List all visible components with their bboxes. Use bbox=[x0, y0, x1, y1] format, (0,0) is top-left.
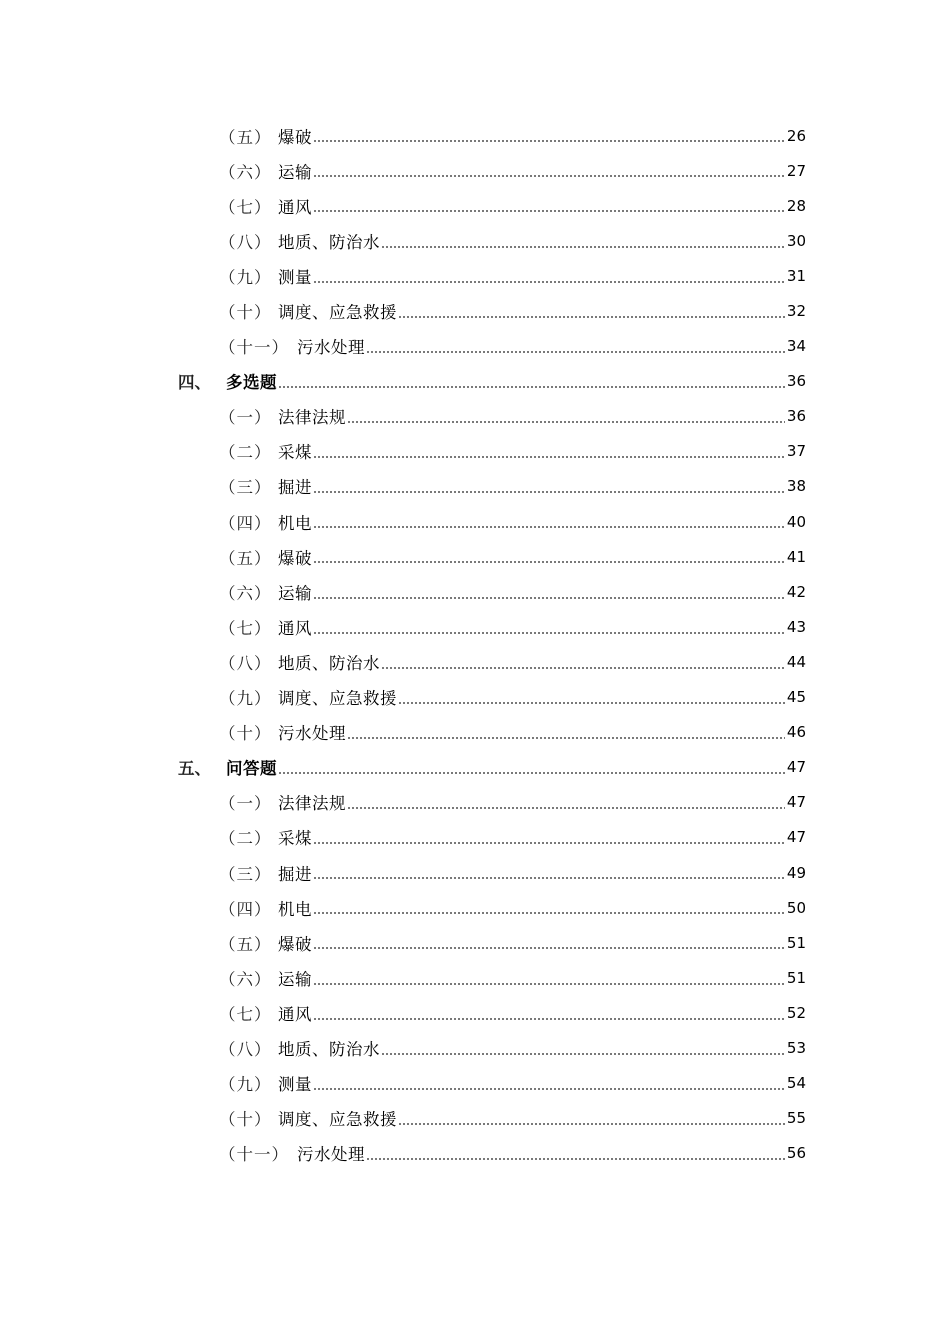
toc-entry-title: 爆破 bbox=[278, 548, 312, 568]
toc-entry-number: （三） bbox=[219, 478, 272, 498]
toc-entry-title: 地质、防治水 bbox=[278, 232, 380, 252]
toc-page-number: 51 bbox=[786, 968, 806, 987]
toc-entry-number: （六） bbox=[219, 583, 272, 603]
toc-page-number: 38 bbox=[786, 477, 806, 496]
dot-leader bbox=[313, 934, 785, 951]
toc-entry-number: （五） bbox=[219, 934, 272, 954]
toc-row[interactable] bbox=[0, 574, 950, 609]
toc-row[interactable] bbox=[0, 960, 950, 995]
toc-row[interactable] bbox=[0, 188, 950, 223]
toc-entry-title: 多选题 bbox=[226, 373, 277, 393]
toc-page-number: 28 bbox=[786, 196, 806, 215]
toc-row[interactable] bbox=[0, 609, 950, 644]
toc-row[interactable] bbox=[0, 995, 950, 1030]
dot-leader bbox=[398, 689, 785, 706]
toc-entry-number: （十） bbox=[219, 1110, 272, 1130]
toc-row[interactable] bbox=[0, 715, 950, 750]
toc-page-number: 41 bbox=[786, 547, 806, 566]
dot-leader bbox=[313, 513, 785, 530]
toc-entry-number: （二） bbox=[219, 443, 272, 463]
dot-leader bbox=[313, 864, 785, 881]
toc-page-number: 36 bbox=[786, 407, 806, 426]
toc-entry-title: 污水处理 bbox=[297, 1145, 365, 1165]
toc-page-number: 36 bbox=[786, 372, 806, 391]
dot-leader bbox=[366, 1145, 785, 1162]
toc-entry-number: 五、 bbox=[178, 759, 211, 779]
toc-page-number: 53 bbox=[786, 1038, 806, 1057]
toc-entry-title: 采煤 bbox=[278, 443, 312, 463]
dot-leader bbox=[398, 1110, 785, 1127]
dot-leader bbox=[278, 373, 785, 390]
toc-row[interactable] bbox=[0, 364, 950, 399]
toc-entry-number: （三） bbox=[219, 864, 272, 884]
dot-leader bbox=[313, 478, 785, 495]
toc-entry-number: （九） bbox=[219, 1075, 272, 1095]
toc-row[interactable] bbox=[0, 890, 950, 925]
dot-leader bbox=[313, 162, 785, 179]
toc-entry-title: 通风 bbox=[278, 197, 312, 217]
toc-entry-number: （四） bbox=[219, 899, 272, 919]
toc-page-number: 26 bbox=[786, 126, 806, 145]
toc-row[interactable] bbox=[0, 644, 950, 679]
dot-leader bbox=[381, 1040, 785, 1057]
dot-leader bbox=[347, 408, 785, 425]
dot-leader bbox=[347, 794, 785, 811]
toc-entry-title: 地质、防治水 bbox=[278, 653, 380, 673]
toc-entry-title: 采煤 bbox=[278, 829, 312, 849]
dot-leader bbox=[347, 724, 785, 741]
toc-row[interactable] bbox=[0, 504, 950, 539]
toc-page-number: 55 bbox=[786, 1109, 806, 1128]
dot-leader bbox=[313, 829, 785, 846]
toc-row[interactable] bbox=[0, 1066, 950, 1101]
toc-row[interactable] bbox=[0, 434, 950, 469]
toc-row[interactable] bbox=[0, 399, 950, 434]
dot-leader bbox=[313, 443, 785, 460]
toc-page-number: 31 bbox=[786, 266, 806, 285]
dot-leader bbox=[313, 1005, 785, 1022]
toc-page-number: 32 bbox=[786, 302, 806, 321]
toc-row[interactable] bbox=[0, 680, 950, 715]
toc-page-number: 43 bbox=[786, 617, 806, 636]
toc-entry-number: （八） bbox=[219, 1039, 272, 1059]
toc-page-number: 47 bbox=[786, 758, 806, 777]
toc-entry-number: （十） bbox=[219, 724, 272, 744]
toc-page-number: 49 bbox=[786, 863, 806, 882]
toc-page-number: 30 bbox=[786, 231, 806, 250]
toc-row[interactable] bbox=[0, 1136, 950, 1171]
toc-entry-number: （九） bbox=[219, 267, 272, 287]
toc-page-number: 34 bbox=[786, 337, 806, 356]
toc-row[interactable] bbox=[0, 223, 950, 258]
dot-leader bbox=[313, 127, 785, 144]
dot-leader bbox=[381, 233, 785, 250]
toc-entry-number: （十一） bbox=[219, 338, 289, 358]
toc-entry-number: （五） bbox=[219, 127, 272, 147]
toc-page-number: 51 bbox=[786, 933, 806, 952]
toc-entry-title: 调度、应急救援 bbox=[278, 689, 397, 709]
toc-row[interactable] bbox=[0, 820, 950, 855]
toc-entry-number: （一） bbox=[219, 408, 272, 428]
dot-leader bbox=[313, 619, 785, 636]
toc-page-number: 47 bbox=[786, 793, 806, 812]
dot-leader bbox=[313, 548, 785, 565]
toc-entry-title: 污水处理 bbox=[278, 724, 346, 744]
toc-entry-number: 四、 bbox=[178, 373, 211, 393]
toc-entry-number: （八） bbox=[219, 653, 272, 673]
toc-page-number: 47 bbox=[786, 828, 806, 847]
toc-page-number: 27 bbox=[786, 161, 806, 180]
dot-leader bbox=[398, 303, 785, 320]
toc-entry-title: 法律法规 bbox=[278, 794, 346, 814]
toc-entry-title: 测量 bbox=[278, 1075, 312, 1095]
toc-entry-title: 调度、应急救援 bbox=[278, 303, 397, 323]
toc-row[interactable] bbox=[0, 293, 950, 328]
toc-row[interactable] bbox=[0, 750, 950, 785]
dot-leader bbox=[313, 1075, 785, 1092]
toc-entry-number: （十一） bbox=[219, 1145, 289, 1165]
toc-entry-title: 爆破 bbox=[278, 127, 312, 147]
toc-page-number: 44 bbox=[786, 652, 806, 671]
toc-row[interactable] bbox=[0, 329, 950, 364]
toc-row[interactable] bbox=[0, 1030, 950, 1065]
toc-entry-number: （六） bbox=[219, 969, 272, 989]
toc-page-number: 46 bbox=[786, 723, 806, 742]
toc-entry-title: 机电 bbox=[278, 513, 312, 533]
toc-entry-title: 运输 bbox=[278, 583, 312, 603]
toc-row[interactable] bbox=[0, 539, 950, 574]
toc-row[interactable] bbox=[0, 469, 950, 504]
toc-entry-title: 法律法规 bbox=[278, 408, 346, 428]
toc-entry-number: （八） bbox=[219, 232, 272, 252]
toc-page-number: 45 bbox=[786, 688, 806, 707]
toc-entry-number: （七） bbox=[219, 618, 272, 638]
toc-entry-number: （二） bbox=[219, 829, 272, 849]
toc-row[interactable] bbox=[0, 855, 950, 890]
toc-entry-number: （一） bbox=[219, 794, 272, 814]
toc-entry-number: （九） bbox=[219, 689, 272, 709]
toc-entry-number: （六） bbox=[219, 162, 272, 182]
toc-entry-number: （五） bbox=[219, 548, 272, 568]
toc-entry-title: 运输 bbox=[278, 969, 312, 989]
toc-entry-title: 掘进 bbox=[278, 864, 312, 884]
dot-leader bbox=[313, 197, 785, 214]
toc-entry-number: （四） bbox=[219, 513, 272, 533]
toc-entry-title: 问答题 bbox=[226, 759, 277, 779]
toc-entry-number: （七） bbox=[219, 1004, 272, 1024]
dot-leader bbox=[366, 338, 785, 355]
dot-leader bbox=[381, 654, 785, 671]
toc-entry-title: 测量 bbox=[278, 267, 312, 287]
toc-entry-title: 爆破 bbox=[278, 934, 312, 954]
toc-page-number: 42 bbox=[786, 582, 806, 601]
dot-leader bbox=[313, 584, 785, 601]
toc-entry-title: 污水处理 bbox=[297, 338, 365, 358]
toc-page-number: 40 bbox=[786, 512, 806, 531]
toc-entry-number: （七） bbox=[219, 197, 272, 217]
table-of-contents bbox=[0, 118, 950, 1171]
toc-entry-title: 地质、防治水 bbox=[278, 1039, 380, 1059]
toc-page-number: 37 bbox=[786, 442, 806, 461]
toc-entry-title: 掘进 bbox=[278, 478, 312, 498]
toc-entry-title: 运输 bbox=[278, 162, 312, 182]
dot-leader bbox=[278, 759, 785, 776]
toc-row[interactable] bbox=[0, 1101, 950, 1136]
toc-entry-title: 机电 bbox=[278, 899, 312, 919]
toc-row[interactable] bbox=[0, 153, 950, 188]
toc-page-number: 54 bbox=[786, 1074, 806, 1093]
toc-page-number: 50 bbox=[786, 898, 806, 917]
toc-entry-title: 通风 bbox=[278, 618, 312, 638]
dot-leader bbox=[313, 899, 785, 916]
toc-row[interactable] bbox=[0, 118, 950, 153]
toc-entry-title: 调度、应急救援 bbox=[278, 1110, 397, 1130]
toc-entry-number: （十） bbox=[219, 303, 272, 323]
toc-row[interactable] bbox=[0, 925, 950, 960]
toc-page-number: 56 bbox=[786, 1144, 806, 1163]
toc-row[interactable] bbox=[0, 785, 950, 820]
dot-leader bbox=[313, 970, 785, 987]
toc-page-number: 52 bbox=[786, 1003, 806, 1022]
dot-leader bbox=[313, 268, 785, 285]
toc-row[interactable] bbox=[0, 258, 950, 293]
toc-entry-title: 通风 bbox=[278, 1004, 312, 1024]
